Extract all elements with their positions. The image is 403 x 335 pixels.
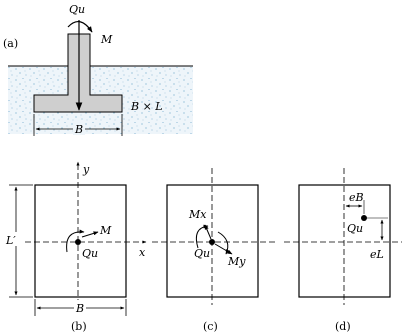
load-label-c: Qu <box>194 247 211 260</box>
moment-y-vector <box>215 244 232 254</box>
load-label-d: Qu <box>347 222 364 235</box>
panel-d <box>284 168 402 333</box>
load-label-b: Qu <box>82 247 99 260</box>
b-width-label: B <box>76 302 85 315</box>
x-axis-label: x <box>139 246 146 259</box>
dimensions-label: B × L <box>131 100 163 113</box>
load-point-d <box>361 215 367 221</box>
panel-a <box>3 3 193 136</box>
panel-d-caption: (d) <box>335 320 351 333</box>
panel-c-caption: (c) <box>203 320 218 333</box>
moment-y-label: My <box>228 255 246 268</box>
load-point-b <box>75 239 81 245</box>
moment-x-vector <box>205 225 211 239</box>
moment-x-label: Mx <box>189 208 207 221</box>
moment-label: M <box>101 33 113 46</box>
eb-label: eB <box>349 191 364 204</box>
y-axis-label: y <box>83 163 90 176</box>
moment-label-b: M <box>100 224 112 237</box>
footing-plan-d <box>299 185 390 297</box>
load-label: Qu <box>69 3 86 16</box>
moment-arrow <box>68 22 92 32</box>
length-label: L′ <box>6 234 16 247</box>
panel-b-caption: (b) <box>71 320 87 333</box>
moment-vector-b <box>82 232 98 237</box>
load-point-c <box>209 239 215 245</box>
moment-x-arrow <box>196 226 208 248</box>
el-label: eL <box>370 248 384 261</box>
width-label: B <box>75 123 84 136</box>
panel-a-caption: (a) <box>3 37 19 50</box>
panel-b <box>5 162 146 333</box>
panel-c <box>152 168 276 333</box>
